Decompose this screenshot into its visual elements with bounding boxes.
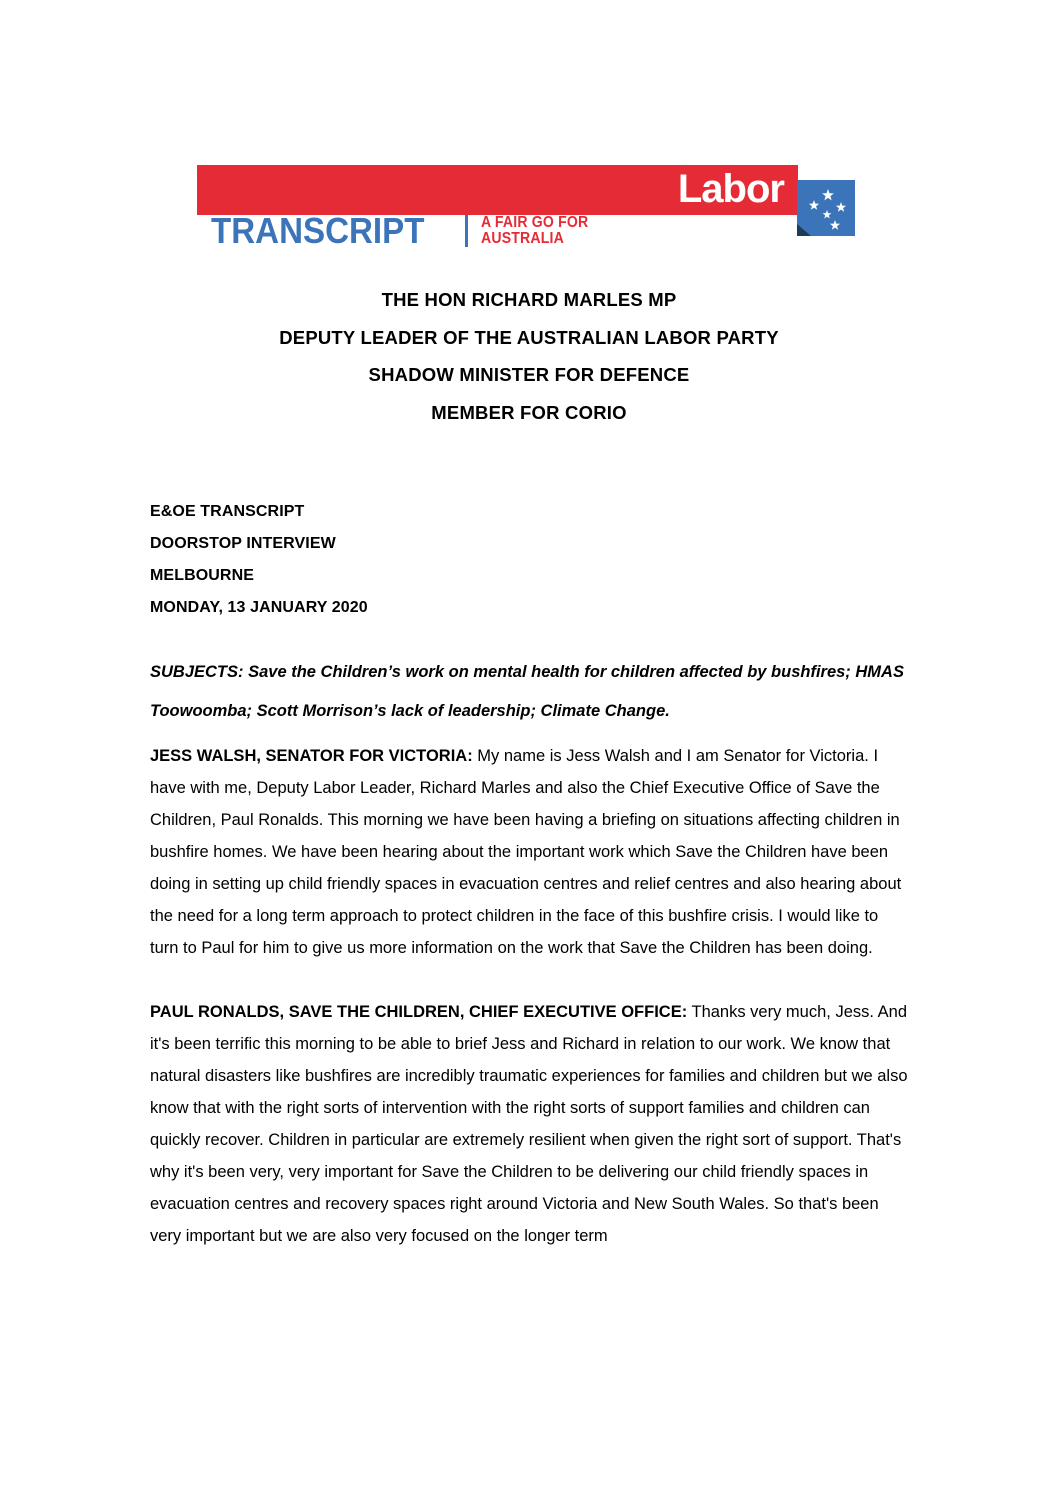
page-title: THE HON RICHARD MARLES MP (381, 289, 677, 310)
lockup-divider (465, 215, 468, 247)
tagline-line-1: A FAIR GO FOR (481, 213, 589, 231)
meta-transcript-type: E&OE TRANSCRIPT (150, 503, 305, 520)
transcript-metadata (150, 496, 910, 624)
southern-cross-flag-icon (797, 180, 855, 236)
transcript-paragraph (150, 996, 910, 1252)
transcript-lockup (211, 210, 603, 251)
subjects-line: SUBJECTS: Save the Children’s work on mental health for children affected by bushfires; HMAS Toowoomba; Scott Morrison’s lack of leadership; Climate Change. (150, 663, 904, 720)
speaker-text: Thanks very much, Jess. And it's been terrific this morning to be able to brief Jess and Richard in relation to our work. We know that natural disasters like bushfires are incredibly traumatic experiences for families and children but we also know that with the right sorts of intervention with the right sorts of support families and children can quickly recover. Children in particular are extremely resilient when given the right sort of support. That's why it's been very, very important for Save the Children to be delivering our child friendly spaces in evacuation centres and recovery spaces right around Victoria and New South Wales. So that's been very important but we are also very focused on the longer term (150, 1003, 908, 1245)
tagline (481, 215, 588, 248)
speaker-label: PAUL RONALDS, SAVE THE CHILDREN, CHIEF EXECUTIVE OFFICE: (150, 1003, 688, 1021)
meta-date: MONDAY, 13 JANUARY 2020 (150, 599, 368, 616)
meta-location: MELBOURNE (150, 567, 255, 584)
transcript-body (150, 653, 910, 1284)
transcript-paragraph (150, 740, 910, 964)
tagline-line-2: AUSTRALIA (481, 230, 564, 247)
title-block (0, 281, 1058, 431)
title-subline-electorate: MEMBER FOR CORIO (431, 401, 627, 423)
meta-event-type: DOORSTOP INTERVIEW (150, 535, 336, 552)
speaker-label: JESS WALSH, SENATOR FOR VICTORIA: (150, 747, 473, 765)
flag-field (797, 180, 855, 236)
transcript-wordmark: TRANSCRIPT (211, 210, 425, 251)
labor-wordmark: Labor (677, 167, 784, 212)
speaker-text: My name is Jess Walsh and I am Senator for Victoria. I have with me, Deputy Labor Leader, Richard Marles and also the Chief Executive Office of Save the Children, Paul Ronalds. This morning we have been having a briefing on situations affecting children in bushfire homes. We have been hearing about the important work which Save the Children have been doing in setting up child friendly spaces in evacuation centres and relief centres and also hearing about the need for a long term approach to protect children in the face of this bushfire crisis. I would like to turn to Paul for him to give us more information on the work that Save the Children has been doing. (150, 747, 902, 957)
title-subline-role: DEPUTY LEADER OF THE AUSTRALIAN LABOR PARTY (279, 326, 779, 348)
title-subline-portfolio: SHADOW MINISTER FOR DEFENCE (368, 364, 690, 385)
red-banner (197, 165, 798, 215)
letterhead (197, 165, 855, 255)
